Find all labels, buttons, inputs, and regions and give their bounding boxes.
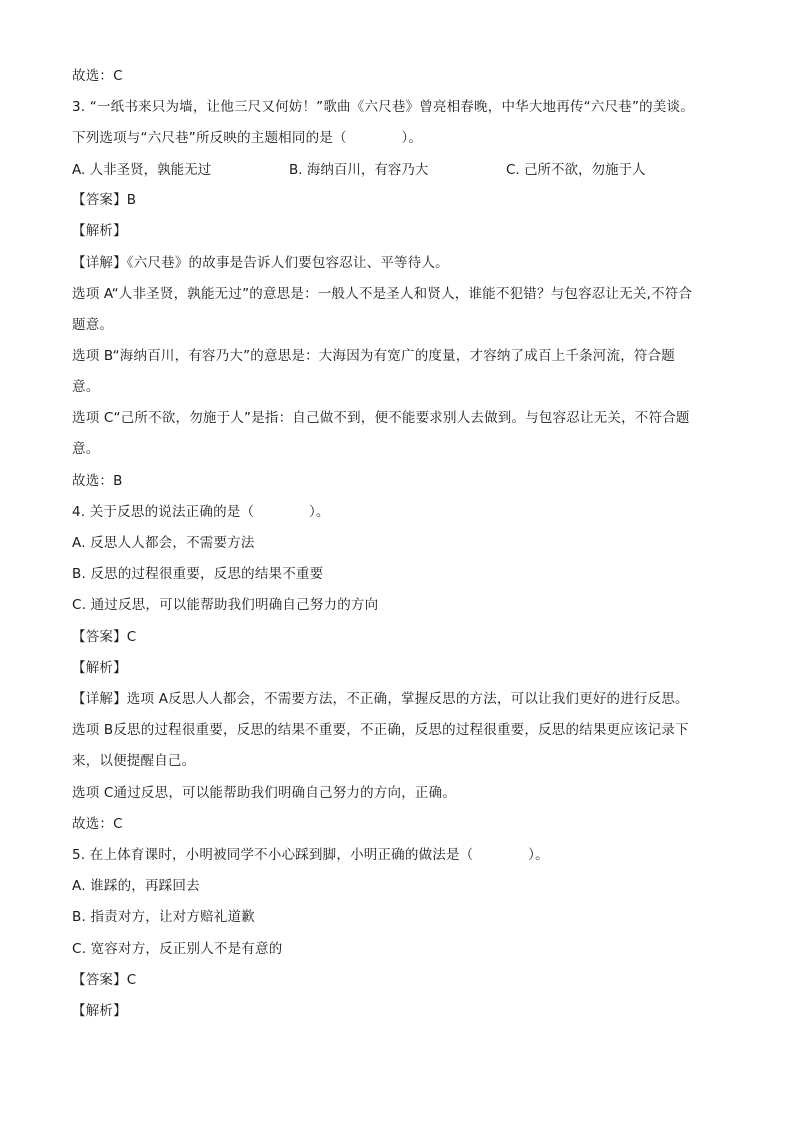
q4-option-b: B. 反思的过程很重要，反思的结果不重要 [72,566,324,582]
explanation-line: 意。 [72,379,100,395]
analysis-label: 【解析】 [72,1003,127,1019]
explanation-line: 来，以便提醒自己。 [72,753,196,769]
answer-choice-line: 故选：C [72,816,123,832]
explanation-line: 选项 A“人非圣贤，孰能无过”的意思是：一般人不是圣人和贤人，谁能不犯错？与包容忍让无关,不符合 [72,286,693,302]
q5-option-a: A. 谁踩的，再踩回去 [72,878,200,894]
answer-label: 【答案】B [72,192,137,208]
q5-option-b: B. 指责对方，让对方赔礼道歉 [72,909,255,925]
q5-option-c: C. 宽容对方，反正别人不是有意的 [72,941,283,957]
explanation-line: 意。 [72,441,100,457]
q3-option-c: C. 己所不欲，勿施于人 [506,162,646,178]
answer-label: 【答案】C [72,629,137,645]
explanation-line: 选项 C“己所不欲，勿施于人”是指：自己做不到，便不能要求别人去做到。与包容忍让无关，不符合题 [72,410,690,426]
q3-option-a: A. 人非圣贤，孰能无过 [72,162,212,178]
explanation-line: 选项 C通过反思，可以能帮助我们明确自己努力的方向，正确。 [72,785,457,801]
detail-text: 【详解】选项 A反思人人都会，不需要方法，不正确，掌握反思的方法，可以让我们更好的进行反思。 [72,691,689,707]
detail-text: 【详解】《六尺巷》的故事是告诉人们要包容忍让、平等待人。 [72,255,449,271]
q3-option-b: B. 海纳百川，有容乃大 [289,162,429,178]
answer-label: 【答案】C [72,972,137,988]
analysis-label: 【解析】 [72,223,127,239]
explanation-line: 选项 B反思的过程很重要，反思的结果不重要，不正确，反思的过程很重要，反思的结果更应该记录下 [72,722,689,738]
explanation-line: 选项 B“海纳百川，有容乃大”的意思是：大海因为有宽广的度量，才容纳了成百上千条河流，符合题 [72,348,676,364]
answer-choice-line: 故选：C [72,68,123,84]
explanation-line: 题意。 [72,317,114,333]
question-3-stem: 3. “一纸书来只为墙，让他三尺又何妨！”歌曲《六尺巷》曾亮相春晚，中华大地再传“六尺巷”的美谈。 [72,99,694,115]
question-4-stem: 4. 关于反思的说法正确的是（ ）。 [72,504,330,520]
question-3-prompt: 下列选项与“六尺巷”所反映的主题相同的是（ ）。 [72,130,423,146]
q4-option-a: A. 反思人人都会，不需要方法 [72,535,255,551]
analysis-label: 【解析】 [72,660,127,676]
answer-choice-line: 故选：B [72,473,123,489]
question-5-stem: 5. 在上体育课时，小明被同学不小心踩到脚，小明正确的做法是（ ）。 [72,847,549,863]
q4-option-c: C. 通过反思，可以能帮助我们明确自己努力的方向 [72,597,379,613]
